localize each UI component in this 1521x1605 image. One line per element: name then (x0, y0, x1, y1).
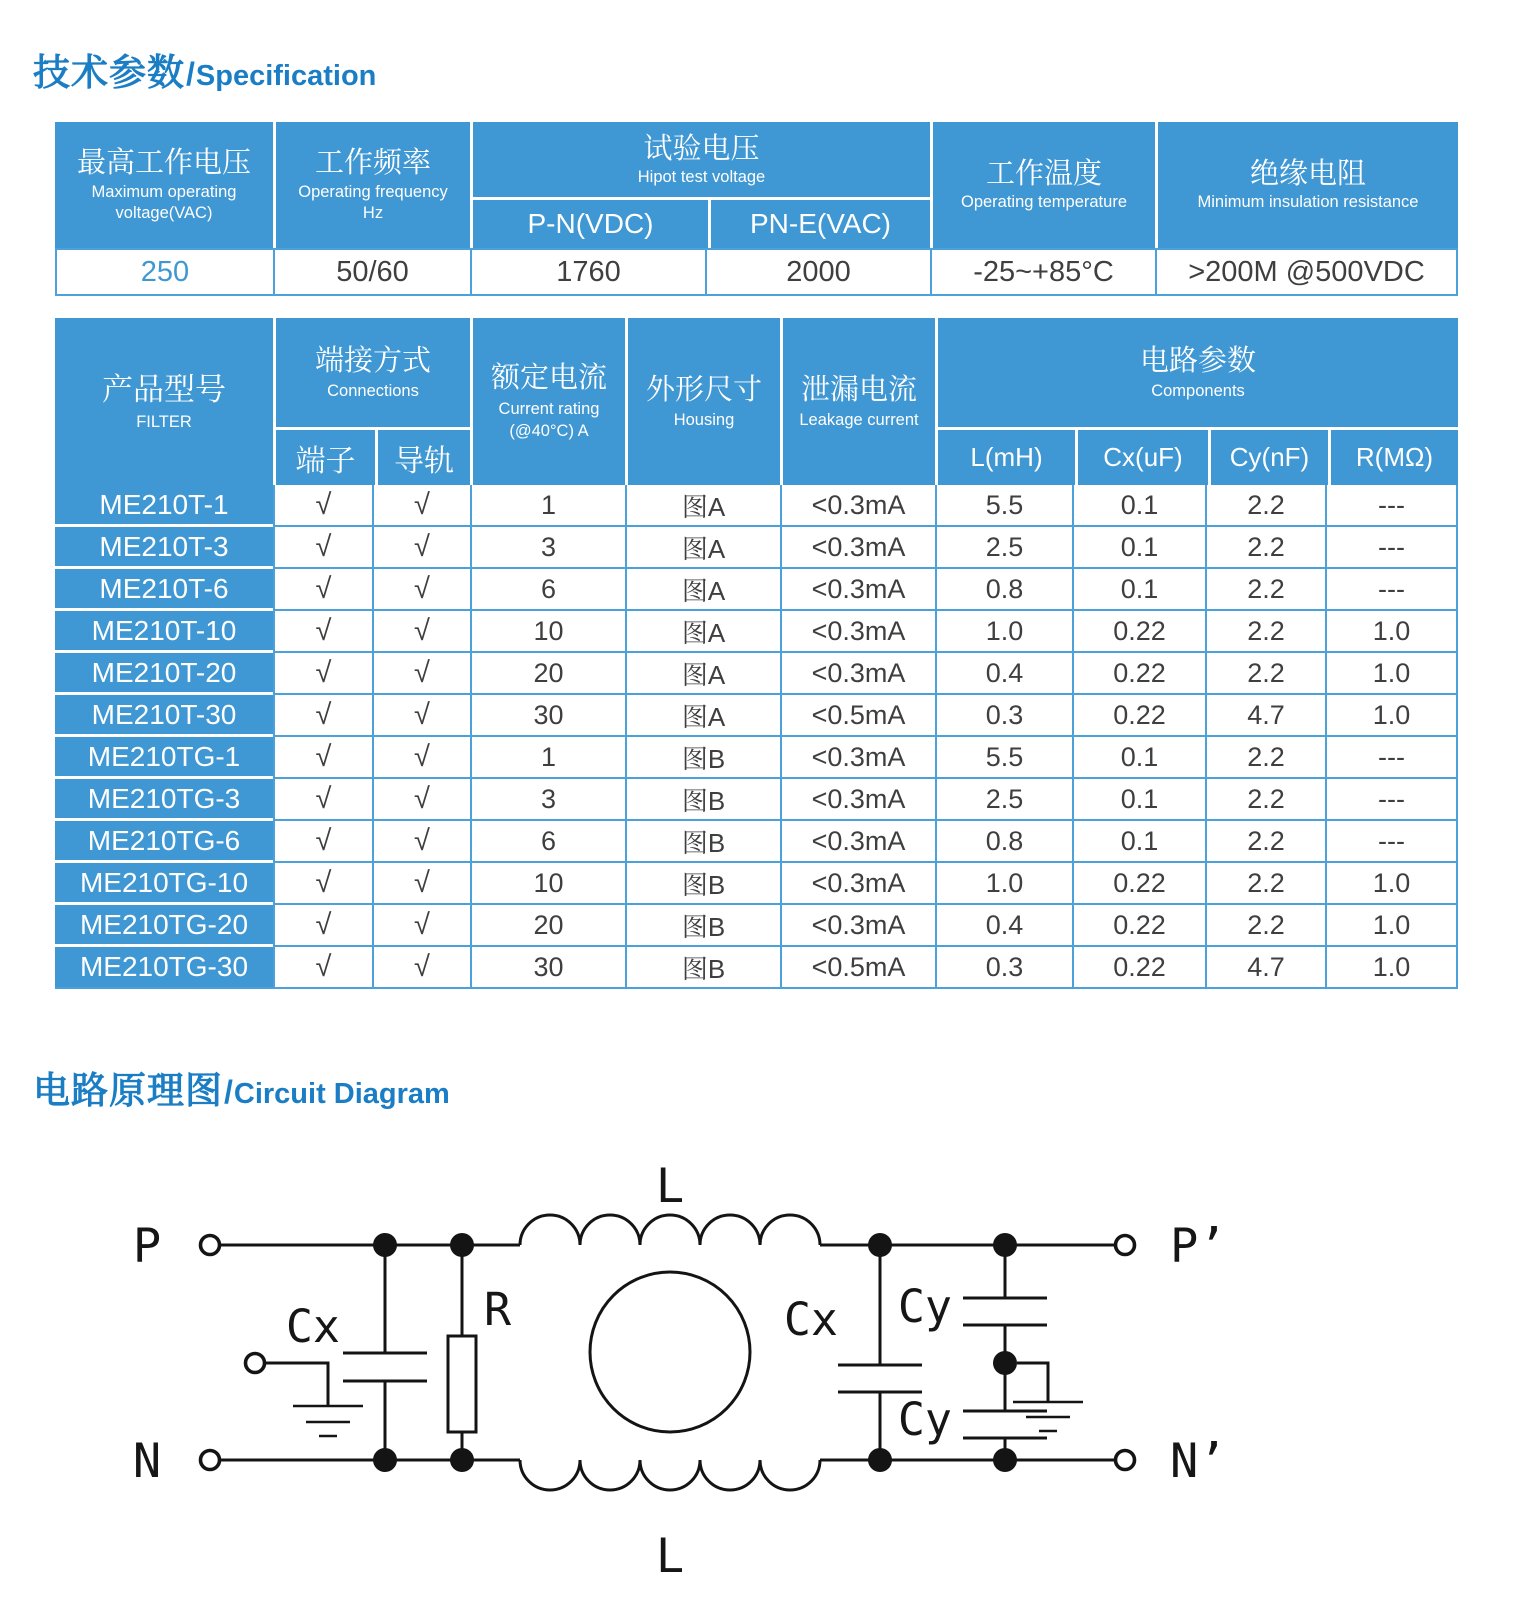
table-row (55, 821, 1458, 863)
header-model-zh: 产品型号 (102, 372, 226, 408)
header-components-subrow (938, 430, 1458, 485)
n-in-label: N (132, 1434, 162, 1489)
header-components-zh: 电路参数 (1139, 344, 1256, 377)
header-housing (625, 318, 780, 485)
cx-cell: 0.22 (1072, 863, 1205, 905)
header-col-cy: Cy(nF) (1208, 430, 1328, 485)
l-cell: 5.5 (935, 485, 1072, 527)
header-components-en: Components (1151, 382, 1245, 401)
rail-check: √ (372, 779, 470, 821)
current-cell: 6 (470, 821, 625, 863)
n-out-terminal (1116, 1451, 1135, 1470)
terminal-check: √ (273, 779, 372, 821)
cy-cell: 2.2 (1205, 863, 1325, 905)
current-cell: 30 (470, 947, 625, 989)
value-max-voltage: 250 (140, 255, 190, 288)
header-insulation-en: Minimum insulation resistance (1197, 193, 1419, 212)
cy-cell: 2.2 (1205, 653, 1325, 695)
current-cell: 3 (470, 779, 625, 821)
n-in-terminal (201, 1451, 220, 1470)
current-cell: 6 (470, 569, 625, 611)
header-components-group (935, 318, 1458, 485)
r-cell: 1.0 (1325, 863, 1458, 905)
current-cell: 20 (470, 653, 625, 695)
table-row (55, 485, 1458, 527)
housing-cell: 图B (625, 737, 780, 779)
r-cell: 1.0 (1325, 905, 1458, 947)
header-hipot-group (470, 122, 930, 248)
rail-check: √ (372, 863, 470, 905)
header-pne-vac: PN-E(VAC) (708, 200, 930, 248)
model-cell: ME210T-30 (55, 695, 273, 737)
cx-cell: 0.1 (1072, 821, 1205, 863)
table-row (55, 569, 1458, 611)
resistor-body (448, 1336, 476, 1432)
leakage-cell: <0.3mA (780, 653, 935, 695)
terminal-check: √ (273, 947, 372, 989)
r-cell: 1.0 (1325, 947, 1458, 989)
header-max-voltage (55, 122, 273, 248)
l-cell: 1.0 (935, 863, 1072, 905)
leakage-cell: <0.3mA (780, 905, 935, 947)
header-temperature-en: Operating temperature (960, 193, 1127, 212)
housing-cell: 图B (625, 821, 780, 863)
cx-cell: 0.1 (1072, 779, 1205, 821)
circuit-section-title (33, 1060, 450, 1114)
model-cell: ME210TG-30 (55, 947, 273, 989)
title-separator: / (224, 1074, 233, 1110)
header-max-voltage-zh: 最高工作电压 (76, 147, 251, 180)
resistor-label: R (484, 1283, 512, 1336)
housing-cell: 图A (625, 485, 780, 527)
value-pn-vdc: 1760 (470, 250, 705, 294)
table-row (55, 779, 1458, 821)
header-model-en: FILTER (136, 413, 192, 432)
header-frequency-en1: Operating frequency (298, 182, 448, 201)
leakage-cell: <0.3mA (780, 821, 935, 863)
header-hipot-subrow (473, 200, 930, 248)
p-in-terminal (201, 1236, 220, 1255)
cx-cell: 0.22 (1072, 653, 1205, 695)
p-in-label: P (132, 1219, 162, 1274)
current-cell: 1 (470, 485, 625, 527)
rail-check: √ (372, 737, 470, 779)
table-row (55, 611, 1458, 653)
l-cell: 1.0 (935, 611, 1072, 653)
terminal-check: √ (273, 527, 372, 569)
r-cell: --- (1325, 779, 1458, 821)
header-current (470, 318, 625, 485)
cx-cell: 0.22 (1072, 695, 1205, 737)
value-frequency: 50/60 (273, 250, 470, 294)
spec-table-header (55, 122, 1458, 248)
inductor-bottom-coil (520, 1460, 820, 1490)
housing-cell: 图A (625, 527, 780, 569)
value-pne-vac: 2000 (705, 250, 930, 294)
header-rail: 导轨 (375, 430, 470, 485)
cy-cell: 4.7 (1205, 695, 1325, 737)
header-leakage-en: Leakage current (799, 411, 919, 430)
model-cell: ME210TG-10 (55, 863, 273, 905)
terminal-check: √ (273, 653, 372, 695)
rail-check: √ (372, 485, 470, 527)
header-max-voltage-en1: Maximum operating (91, 182, 237, 201)
model-cell: ME210T-1 (55, 485, 273, 527)
inductor-top-label: L (655, 1159, 685, 1214)
r-cell: --- (1325, 485, 1458, 527)
header-housing-zh: 外形尺寸 (645, 373, 762, 406)
housing-cell: 图A (625, 611, 780, 653)
circuit-diagram (90, 1140, 1430, 1600)
table-row (55, 527, 1458, 569)
table-row (55, 905, 1458, 947)
terminal-check: √ (273, 821, 372, 863)
cx-cell: 0.1 (1072, 737, 1205, 779)
leakage-cell: <0.3mA (780, 737, 935, 779)
header-connections-group (273, 318, 470, 485)
cx-cell: 0.22 (1072, 611, 1205, 653)
model-table (55, 318, 1458, 989)
model-cell: ME210T-6 (55, 569, 273, 611)
rail-check: √ (372, 653, 470, 695)
header-leakage (780, 318, 935, 485)
spec-table (55, 122, 1458, 296)
r-cell: --- (1325, 527, 1458, 569)
rail-check: √ (372, 611, 470, 653)
header-col-l: L(mH) (938, 430, 1075, 485)
spec-title-zh: 技术参数 (33, 52, 185, 93)
terminal-check: √ (273, 611, 372, 653)
r-cell: --- (1325, 737, 1458, 779)
r-cell: 1.0 (1325, 695, 1458, 737)
cy-cell: 2.2 (1205, 569, 1325, 611)
housing-cell: 图A (625, 569, 780, 611)
header-terminal: 端子 (276, 430, 375, 485)
circuit-svg (90, 1140, 1430, 1600)
choke-core-circle (590, 1272, 750, 1432)
header-hipot-en: Hipot test voltage (637, 167, 766, 186)
current-cell: 3 (470, 527, 625, 569)
cy-cell: 2.2 (1205, 485, 1325, 527)
terminal-check: √ (273, 863, 372, 905)
header-insulation-zh: 绝缘电阻 (1249, 158, 1366, 191)
model-cell: ME210TG-20 (55, 905, 273, 947)
rail-check: √ (372, 905, 470, 947)
p-out-terminal (1116, 1236, 1135, 1255)
inductor-bottom-label: L (655, 1529, 685, 1584)
r-cell: --- (1325, 569, 1458, 611)
table-row (55, 653, 1458, 695)
circuit-title-zh: 电路原理图 (33, 1070, 223, 1111)
l-cell: 0.3 (935, 947, 1072, 989)
terminal-check: √ (273, 695, 372, 737)
housing-cell: 图B (625, 905, 780, 947)
housing-cell: 图B (625, 947, 780, 989)
header-connections-zh: 端接方式 (314, 344, 431, 377)
housing-cell: 图B (625, 779, 780, 821)
header-current-zh: 额定电流 (490, 362, 607, 395)
header-frequency-zh: 工作频率 (314, 147, 431, 180)
cx-cell: 0.1 (1072, 569, 1205, 611)
leakage-cell: <0.5mA (780, 695, 935, 737)
l-cell: 2.5 (935, 779, 1072, 821)
header-components (938, 318, 1458, 430)
leakage-cell: <0.5mA (780, 947, 935, 989)
cx-left-label: Cx (285, 1300, 340, 1353)
spec-section-title (33, 42, 376, 96)
cy-cell: 2.2 (1205, 905, 1325, 947)
housing-cell: 图B (625, 863, 780, 905)
header-temperature-zh: 工作温度 (985, 158, 1102, 191)
header-pn-vdc: P-N(VDC) (473, 200, 708, 248)
leakage-cell: <0.3mA (780, 569, 935, 611)
rail-check: √ (372, 527, 470, 569)
header-connections-en: Connections (327, 382, 419, 401)
n-out-label: N’ (1170, 1434, 1227, 1489)
header-frequency-en2: Hz (362, 204, 384, 223)
header-leakage-zh: 泄漏电流 (800, 373, 917, 406)
l-cell: 2.5 (935, 527, 1072, 569)
spec-table-values (55, 248, 1458, 296)
ground-left-wire (265, 1363, 329, 1406)
leakage-cell: <0.3mA (780, 527, 935, 569)
model-cell: ME210T-20 (55, 653, 273, 695)
rail-check: √ (372, 569, 470, 611)
r-cell: 1.0 (1325, 653, 1458, 695)
leakage-cell: <0.3mA (780, 611, 935, 653)
header-col-cx: Cx(uF) (1075, 430, 1208, 485)
cx-right-label: Cx (783, 1293, 838, 1346)
p-out-label: P’ (1170, 1219, 1227, 1274)
cx-cell: 0.1 (1072, 485, 1205, 527)
spec-title-en: Specification (195, 60, 377, 92)
l-cell: 5.5 (935, 737, 1072, 779)
rail-check: √ (372, 821, 470, 863)
l-cell: 0.3 (935, 695, 1072, 737)
l-cell: 0.4 (935, 905, 1072, 947)
header-model (55, 318, 273, 485)
title-separator: / (186, 56, 195, 92)
cy-cell: 2.2 (1205, 821, 1325, 863)
table-row (55, 863, 1458, 905)
housing-cell: 图A (625, 653, 780, 695)
model-cell: ME210T-3 (55, 527, 273, 569)
r-cell: --- (1325, 821, 1458, 863)
table-row (55, 737, 1458, 779)
rail-check: √ (372, 695, 470, 737)
terminal-check: √ (273, 905, 372, 947)
cx-cell: 0.22 (1072, 947, 1205, 989)
terminal-check: √ (273, 569, 372, 611)
header-col-r: R(MΩ) (1328, 430, 1458, 485)
header-current-en2: (@40°C) A (509, 422, 589, 441)
cy-cell: 2.2 (1205, 779, 1325, 821)
table-row (55, 947, 1458, 989)
model-cell: ME210T-10 (55, 611, 273, 653)
cy-cell: 2.2 (1205, 737, 1325, 779)
model-cell: ME210TG-3 (55, 779, 273, 821)
cy-top-label: Cy (897, 1280, 952, 1333)
l-cell: 0.8 (935, 569, 1072, 611)
header-housing-en: Housing (673, 411, 735, 430)
header-max-voltage-en2: voltage(VAC) (115, 204, 213, 223)
r-cell: 1.0 (1325, 611, 1458, 653)
leakage-cell: <0.3mA (780, 779, 935, 821)
model-cell: ME210TG-6 (55, 821, 273, 863)
cx-cell: 0.22 (1072, 905, 1205, 947)
header-hipot (473, 122, 930, 200)
l-cell: 0.8 (935, 821, 1072, 863)
ground-right-wire (1017, 1363, 1048, 1402)
ground-left-terminal (246, 1354, 265, 1373)
cy-cell: 2.2 (1205, 611, 1325, 653)
model-table-header (55, 318, 1458, 485)
housing-cell: 图A (625, 695, 780, 737)
rail-check: √ (372, 947, 470, 989)
value-insulation: >200M @500VDC (1155, 250, 1456, 294)
terminal-check: √ (273, 485, 372, 527)
model-cell: ME210TG-1 (55, 737, 273, 779)
cx-cell: 0.1 (1072, 527, 1205, 569)
leakage-cell: <0.3mA (780, 485, 935, 527)
circuit-title-en: Circuit Diagram (233, 1078, 450, 1110)
header-hipot-zh: 试验电压 (643, 132, 760, 165)
leakage-cell: <0.3mA (780, 863, 935, 905)
value-temperature: -25~+85°C (930, 250, 1155, 294)
cy-bottom-label: Cy (897, 1393, 952, 1446)
current-cell: 1 (470, 737, 625, 779)
header-current-en1: Current rating (498, 400, 600, 419)
terminal-check: √ (273, 737, 372, 779)
header-connections-subrow (276, 430, 470, 485)
inductor-top-coil (520, 1215, 820, 1245)
cy-cell: 4.7 (1205, 947, 1325, 989)
table-row (55, 695, 1458, 737)
header-temperature (930, 122, 1155, 248)
current-cell: 10 (470, 863, 625, 905)
header-frequency (273, 122, 470, 248)
current-cell: 10 (470, 611, 625, 653)
header-connections (276, 318, 470, 430)
header-insulation (1155, 122, 1458, 248)
l-cell: 0.4 (935, 653, 1072, 695)
cy-cell: 2.2 (1205, 527, 1325, 569)
current-cell: 20 (470, 905, 625, 947)
current-cell: 30 (470, 695, 625, 737)
